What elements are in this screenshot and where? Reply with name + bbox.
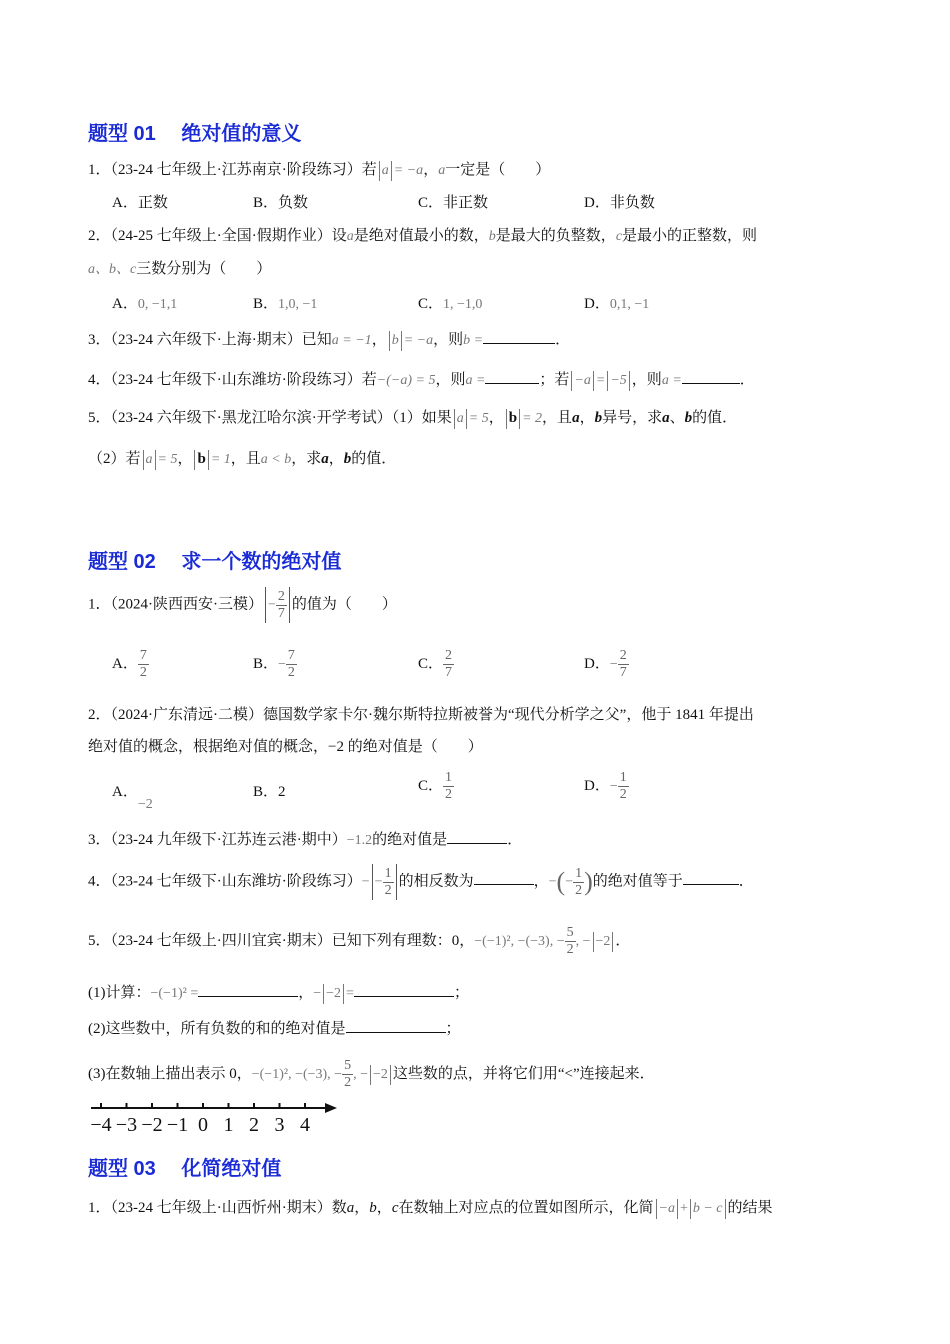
- s2-question-5-3: [88, 1058, 655, 1091]
- section-title-01: 题型 01 绝对值的意义: [88, 123, 302, 145]
- text: （2）若: [88, 451, 141, 467]
- text: 是绝对值最小的数，: [353, 228, 489, 244]
- text: ；: [445, 1021, 461, 1037]
- question-number: 5．: [88, 410, 111, 426]
- s1-question-4: [88, 369, 755, 391]
- math: a: [456, 411, 464, 426]
- abs-bar: [656, 1199, 657, 1219]
- math: , −: [353, 1066, 368, 1082]
- denominator: 2: [139, 665, 147, 680]
- option-value: −2: [137, 797, 153, 812]
- math: −2: [326, 986, 342, 1001]
- text: 设: [331, 228, 347, 244]
- text: (1)计算：: [88, 985, 151, 1001]
- text: 这些数的点，并将它们用“<”连接起来．: [392, 1065, 655, 1082]
- text: ，: [328, 451, 344, 467]
- text: 的值．: [351, 451, 397, 467]
- option-label: B．: [253, 296, 279, 312]
- denominator: 2: [566, 942, 574, 957]
- math: −(−1)², −(−3), −: [474, 933, 565, 949]
- numerator: 7: [139, 648, 147, 663]
- option-label: D．: [584, 296, 610, 312]
- text: 是最小的正整数，则: [622, 228, 758, 244]
- math: a: [321, 451, 329, 467]
- math: −(−1)², −(−3), −: [251, 1066, 343, 1082]
- text: 的绝对值等于: [592, 873, 683, 890]
- text: ，: [354, 1200, 370, 1216]
- fraction: [443, 770, 454, 803]
- math: −: [374, 874, 383, 890]
- numerator: 5: [566, 925, 574, 940]
- text: 的相反数为: [398, 873, 474, 890]
- question-number: 5．: [88, 932, 111, 949]
- abs-bar: [690, 1199, 691, 1219]
- math: −: [548, 874, 557, 890]
- s1-q1-option-a[interactable]: A．正数: [112, 195, 168, 211]
- abs-bar: [289, 587, 290, 623]
- option-value: 1,0, −1: [278, 297, 318, 312]
- question-number: 4．: [88, 873, 111, 890]
- math: −a: [658, 1201, 675, 1216]
- math: a = −1: [331, 333, 372, 348]
- question-source: （23-24 六年级下·上海·期末）: [110, 332, 302, 348]
- abs-bar: [725, 1199, 726, 1219]
- text: 的值．: [692, 410, 738, 426]
- math: a: [662, 410, 670, 426]
- question-source: （23-24 六年级下·黑龙江哈尔滨·开学考试）: [110, 410, 392, 426]
- abs-bar: [265, 587, 266, 623]
- s2-q1-option-c[interactable]: [418, 648, 454, 681]
- s2-q2-option-a[interactable]: [112, 782, 153, 812]
- s1-question-3: [88, 329, 570, 351]
- sign: −: [609, 656, 618, 672]
- answer-blank[interactable]: [447, 829, 507, 844]
- math: b: [684, 410, 693, 426]
- math: = 2: [522, 411, 543, 426]
- question-source: （23-24 七年级上·四川宜宾·期末）: [110, 932, 332, 949]
- text: (3)在数轴上描出表示 0，: [88, 1065, 252, 1082]
- number-line-label: 2: [249, 1114, 259, 1136]
- s1-q2-option-b[interactable]: [253, 294, 317, 315]
- denominator: 2: [575, 882, 583, 898]
- math: = 5: [157, 452, 178, 467]
- numerator: 2: [277, 588, 285, 604]
- math: −: [268, 597, 276, 613]
- text: 三数分别为（ ）: [136, 261, 272, 277]
- question-number: 3．: [88, 832, 111, 848]
- abs-bar: [454, 409, 455, 429]
- s2-question-1: [88, 587, 397, 623]
- text: 是最大的负整数，: [495, 228, 616, 244]
- answer-blank[interactable]: [198, 982, 298, 997]
- answer-blank[interactable]: [483, 329, 555, 344]
- math: −2: [595, 933, 611, 949]
- fraction: [618, 770, 629, 803]
- abs-bar: [506, 409, 507, 429]
- text: ；若: [539, 372, 570, 388]
- abs-bar: [323, 984, 324, 1004]
- math: −a: [574, 373, 591, 388]
- math: b: [391, 333, 399, 348]
- option-label: D．: [584, 777, 610, 794]
- section-title-03: 题型 03 化简绝对值: [88, 1158, 282, 1180]
- abs-bar: [391, 161, 392, 181]
- text: ．: [555, 332, 571, 348]
- option-label: A．: [112, 784, 138, 800]
- math: +: [679, 1201, 688, 1216]
- text: 德国数学家卡尔·魏尔斯特拉斯被誉为“现代分析学之父”，他于 1841 年提出: [263, 707, 754, 723]
- text: ，: [376, 1200, 392, 1216]
- numerator: 5: [344, 1058, 352, 1073]
- option-label: D．: [584, 655, 610, 672]
- text: ．: [507, 832, 523, 848]
- abs-bar: [607, 371, 608, 391]
- s2-q2-option-b[interactable]: B．2: [253, 784, 286, 800]
- math: −: [361, 874, 370, 890]
- fraction: [276, 589, 287, 622]
- option-label: A．: [112, 296, 138, 312]
- math: b: [343, 451, 352, 467]
- s1-question-2-line2: [88, 259, 271, 280]
- denominator: 2: [344, 1075, 352, 1090]
- fraction: [443, 648, 454, 681]
- answer-blank[interactable]: [682, 369, 740, 384]
- s2-question-2-line2: 绝对值的概念，根据绝对值的概念，−2 的绝对值是（ ）: [88, 739, 483, 755]
- fraction: [565, 925, 576, 958]
- text: ，: [371, 332, 387, 348]
- option-label: A．: [112, 655, 138, 672]
- abs-bar: [208, 450, 209, 470]
- s2-q1-option-a[interactable]: [112, 648, 149, 681]
- abs-bar: [401, 331, 402, 351]
- s3-question-1: [88, 1198, 773, 1219]
- math: b: [369, 1200, 377, 1216]
- abs-bar: [194, 450, 195, 470]
- math: a =: [465, 373, 486, 388]
- numerator: 1: [619, 770, 627, 785]
- numerator: 1: [575, 865, 583, 881]
- math: −2: [372, 1066, 388, 1082]
- math: b: [594, 410, 603, 426]
- denominator: 2: [619, 787, 627, 802]
- sign: −: [278, 656, 286, 672]
- abs-bar: [677, 1199, 678, 1219]
- fraction: [573, 866, 584, 899]
- math: =: [346, 986, 354, 1001]
- text: ，: [488, 410, 504, 426]
- s2-question-3: [88, 829, 522, 851]
- fraction: [286, 648, 297, 681]
- abs-bar: [390, 1065, 391, 1085]
- s2-question-5-2: [88, 1018, 461, 1039]
- abs-bar: [466, 409, 467, 429]
- s1-question-1: [88, 160, 550, 181]
- denominator: 2: [287, 665, 295, 680]
- s1-question-5-part2: [88, 449, 396, 470]
- question-number: 1．: [88, 596, 111, 613]
- text: ，: [177, 451, 193, 467]
- number-line-label: −2: [141, 1114, 163, 1136]
- math: = −a: [393, 163, 424, 178]
- text: ．: [615, 932, 631, 949]
- math: c: [615, 229, 623, 244]
- text: 若: [361, 162, 377, 178]
- text: 已知下列有理数：0，: [331, 932, 475, 949]
- answer-blank[interactable]: [474, 870, 534, 885]
- question-number: 3．: [88, 332, 111, 348]
- number-line-label: 0: [198, 1114, 208, 1136]
- math: b − c: [692, 1201, 723, 1216]
- question-source: （23-24 七年级下·山东潍坊·阶段练习）: [110, 372, 362, 388]
- answer-blank[interactable]: [346, 1018, 446, 1033]
- text: (2)这些数中，所有负数的和的绝对值是: [88, 1021, 346, 1037]
- math: a: [381, 163, 389, 178]
- s2-question-5: [88, 925, 630, 958]
- text: 若: [361, 372, 377, 388]
- text: ，则: [435, 372, 466, 388]
- number-line-arrow: [325, 1103, 337, 1113]
- abs-bar: [379, 161, 380, 181]
- text: 已知: [301, 332, 332, 348]
- option-label: C．: [418, 655, 444, 672]
- sign: −: [609, 778, 618, 794]
- denominator: 7: [619, 665, 627, 680]
- text: ；: [453, 985, 469, 1001]
- math: b: [488, 229, 496, 244]
- option-label: B．: [253, 655, 279, 672]
- math: −5: [610, 373, 627, 388]
- math: a: [572, 410, 580, 426]
- text: 的结果: [727, 1200, 773, 1216]
- text: 一定是（ ）: [445, 162, 551, 178]
- option-value: 0,1, −1: [609, 297, 650, 312]
- fraction: [383, 866, 394, 899]
- math: b: [197, 451, 206, 467]
- s1-q1-option-d[interactable]: D．非负数: [584, 195, 655, 211]
- option-value: 1, −1,0: [443, 297, 483, 312]
- s2-question-2: [88, 705, 754, 725]
- text: ，: [533, 873, 549, 890]
- math: −(−1)² =: [150, 986, 199, 1001]
- text: 异号，求: [602, 410, 663, 426]
- math: −(−a) = 5: [376, 373, 436, 388]
- number-line-label: −1: [166, 1114, 189, 1136]
- fraction: [138, 648, 149, 681]
- text: 的绝对值是: [372, 832, 448, 848]
- math: b =: [463, 333, 484, 348]
- numerator: 7: [287, 648, 295, 663]
- text: ，且: [542, 410, 573, 426]
- math: = 1: [210, 452, 231, 467]
- question-source: （23-24 七年级上·江苏南京·阶段练习）: [110, 162, 362, 178]
- number-line-labels: [90, 1114, 310, 1136]
- option-label: C．: [418, 777, 444, 794]
- math: a: [346, 229, 354, 244]
- option-value: 0, −1,1: [137, 297, 178, 312]
- text: ，且: [230, 451, 261, 467]
- section-title-02: 题型 02 求一个数的绝对值: [88, 551, 342, 573]
- text: ，: [579, 410, 595, 426]
- s2-q2-option-c[interactable]: [418, 770, 454, 803]
- answer-blank[interactable]: [485, 369, 539, 384]
- number-line: [85, 1096, 345, 1138]
- question-number: 2．: [88, 228, 111, 244]
- question-source: （2024·广东清远·二模）: [110, 707, 264, 723]
- text: ，则: [631, 372, 662, 388]
- fraction: [342, 1058, 353, 1091]
- question-source: （2024·陕西西安·三模）: [110, 596, 264, 613]
- text: 、: [669, 410, 685, 426]
- denominator: 7: [277, 605, 285, 621]
- abs-bar: [396, 864, 397, 900]
- abs-bar: [143, 450, 144, 470]
- math: = −a: [403, 333, 434, 348]
- question-source: （23-24 九年级下·江苏连云港·期中）: [110, 832, 347, 848]
- answer-blank[interactable]: [354, 982, 454, 997]
- option-label: C．: [418, 296, 444, 312]
- abs-bar: [519, 409, 520, 429]
- text: ，: [423, 162, 439, 178]
- abs-bar: [593, 932, 594, 952]
- s1-question-2: [88, 226, 757, 247]
- s1-q2-option-d[interactable]: [584, 294, 649, 315]
- math: −1.2: [346, 833, 373, 848]
- text: 数: [331, 1200, 347, 1216]
- s1-q2-option-c[interactable]: [418, 294, 482, 315]
- question-source: （23-24 七年级下·山东潍坊·阶段练习）: [110, 873, 362, 890]
- math: =: [595, 373, 606, 388]
- text: ，求: [291, 451, 322, 467]
- denominator: 7: [445, 665, 453, 680]
- question-number: 1．: [88, 162, 111, 178]
- answer-blank[interactable]: [683, 870, 739, 885]
- number-line-label: 3: [274, 1114, 285, 1136]
- math: a: [346, 1200, 355, 1216]
- number-line-label: 4: [300, 1114, 310, 1136]
- question-number: 1．: [88, 1200, 111, 1216]
- numerator: 1: [445, 770, 453, 785]
- s2-q1-option-b[interactable]: [253, 648, 297, 681]
- text: ，: [298, 985, 314, 1001]
- abs-bar: [343, 984, 344, 1004]
- s2-question-4: [88, 864, 754, 900]
- number-line-label: 1: [223, 1114, 234, 1136]
- math: −: [565, 874, 574, 890]
- question-number: 4．: [88, 372, 111, 388]
- s2-q2-option-d[interactable]: [584, 770, 629, 803]
- abs-bar: [612, 932, 613, 952]
- question-number: 2．: [88, 707, 111, 723]
- math: a: [145, 452, 153, 467]
- text: ．: [739, 372, 755, 388]
- math: a < b: [260, 452, 292, 467]
- paren: ): [584, 867, 593, 896]
- math: a =: [661, 373, 682, 388]
- math: b: [508, 410, 518, 426]
- s1-question-5: [88, 408, 737, 429]
- denominator: 2: [384, 882, 392, 898]
- abs-bar: [389, 331, 390, 351]
- text: ，则: [433, 332, 464, 348]
- text: 的值为（ ）: [291, 596, 397, 613]
- question-source: （23-24 七年级上·山西忻州·期末）: [110, 1200, 332, 1216]
- s1-q1-option-b[interactable]: B．负数: [253, 195, 309, 211]
- abs-bar: [372, 864, 373, 900]
- abs-bar: [593, 371, 594, 391]
- abs-bar: [571, 371, 572, 391]
- text: 在数轴上对应点的位置如图所示，化简: [398, 1200, 654, 1216]
- math: a、b、c: [88, 262, 137, 277]
- text: ．: [738, 873, 754, 890]
- s1-q1-option-c[interactable]: C．非正数: [418, 195, 489, 211]
- numerator: 2: [619, 648, 627, 663]
- text: （1）如果: [391, 410, 452, 426]
- s2-question-5-1: [88, 982, 469, 1004]
- question-source: （24-25 七年级上·全国·假期作业）: [110, 228, 332, 244]
- abs-bar: [155, 450, 156, 470]
- denominator: 2: [445, 787, 453, 802]
- abs-bar: [370, 1065, 371, 1085]
- s1-q2-option-a[interactable]: [112, 294, 177, 315]
- numerator: 2: [445, 648, 453, 663]
- math: = 5: [468, 411, 489, 426]
- math: , −: [575, 933, 591, 949]
- math: a: [438, 163, 446, 178]
- numerator: 1: [384, 865, 392, 881]
- number-line-label: −4: [90, 1114, 112, 1136]
- math: c: [391, 1200, 399, 1216]
- abs-bar: [629, 371, 630, 391]
- number-line-label: −3: [115, 1114, 138, 1136]
- s2-q1-option-d[interactable]: [584, 648, 629, 681]
- paren: (: [556, 867, 566, 896]
- math: −: [313, 986, 322, 1001]
- fraction: [618, 648, 629, 681]
